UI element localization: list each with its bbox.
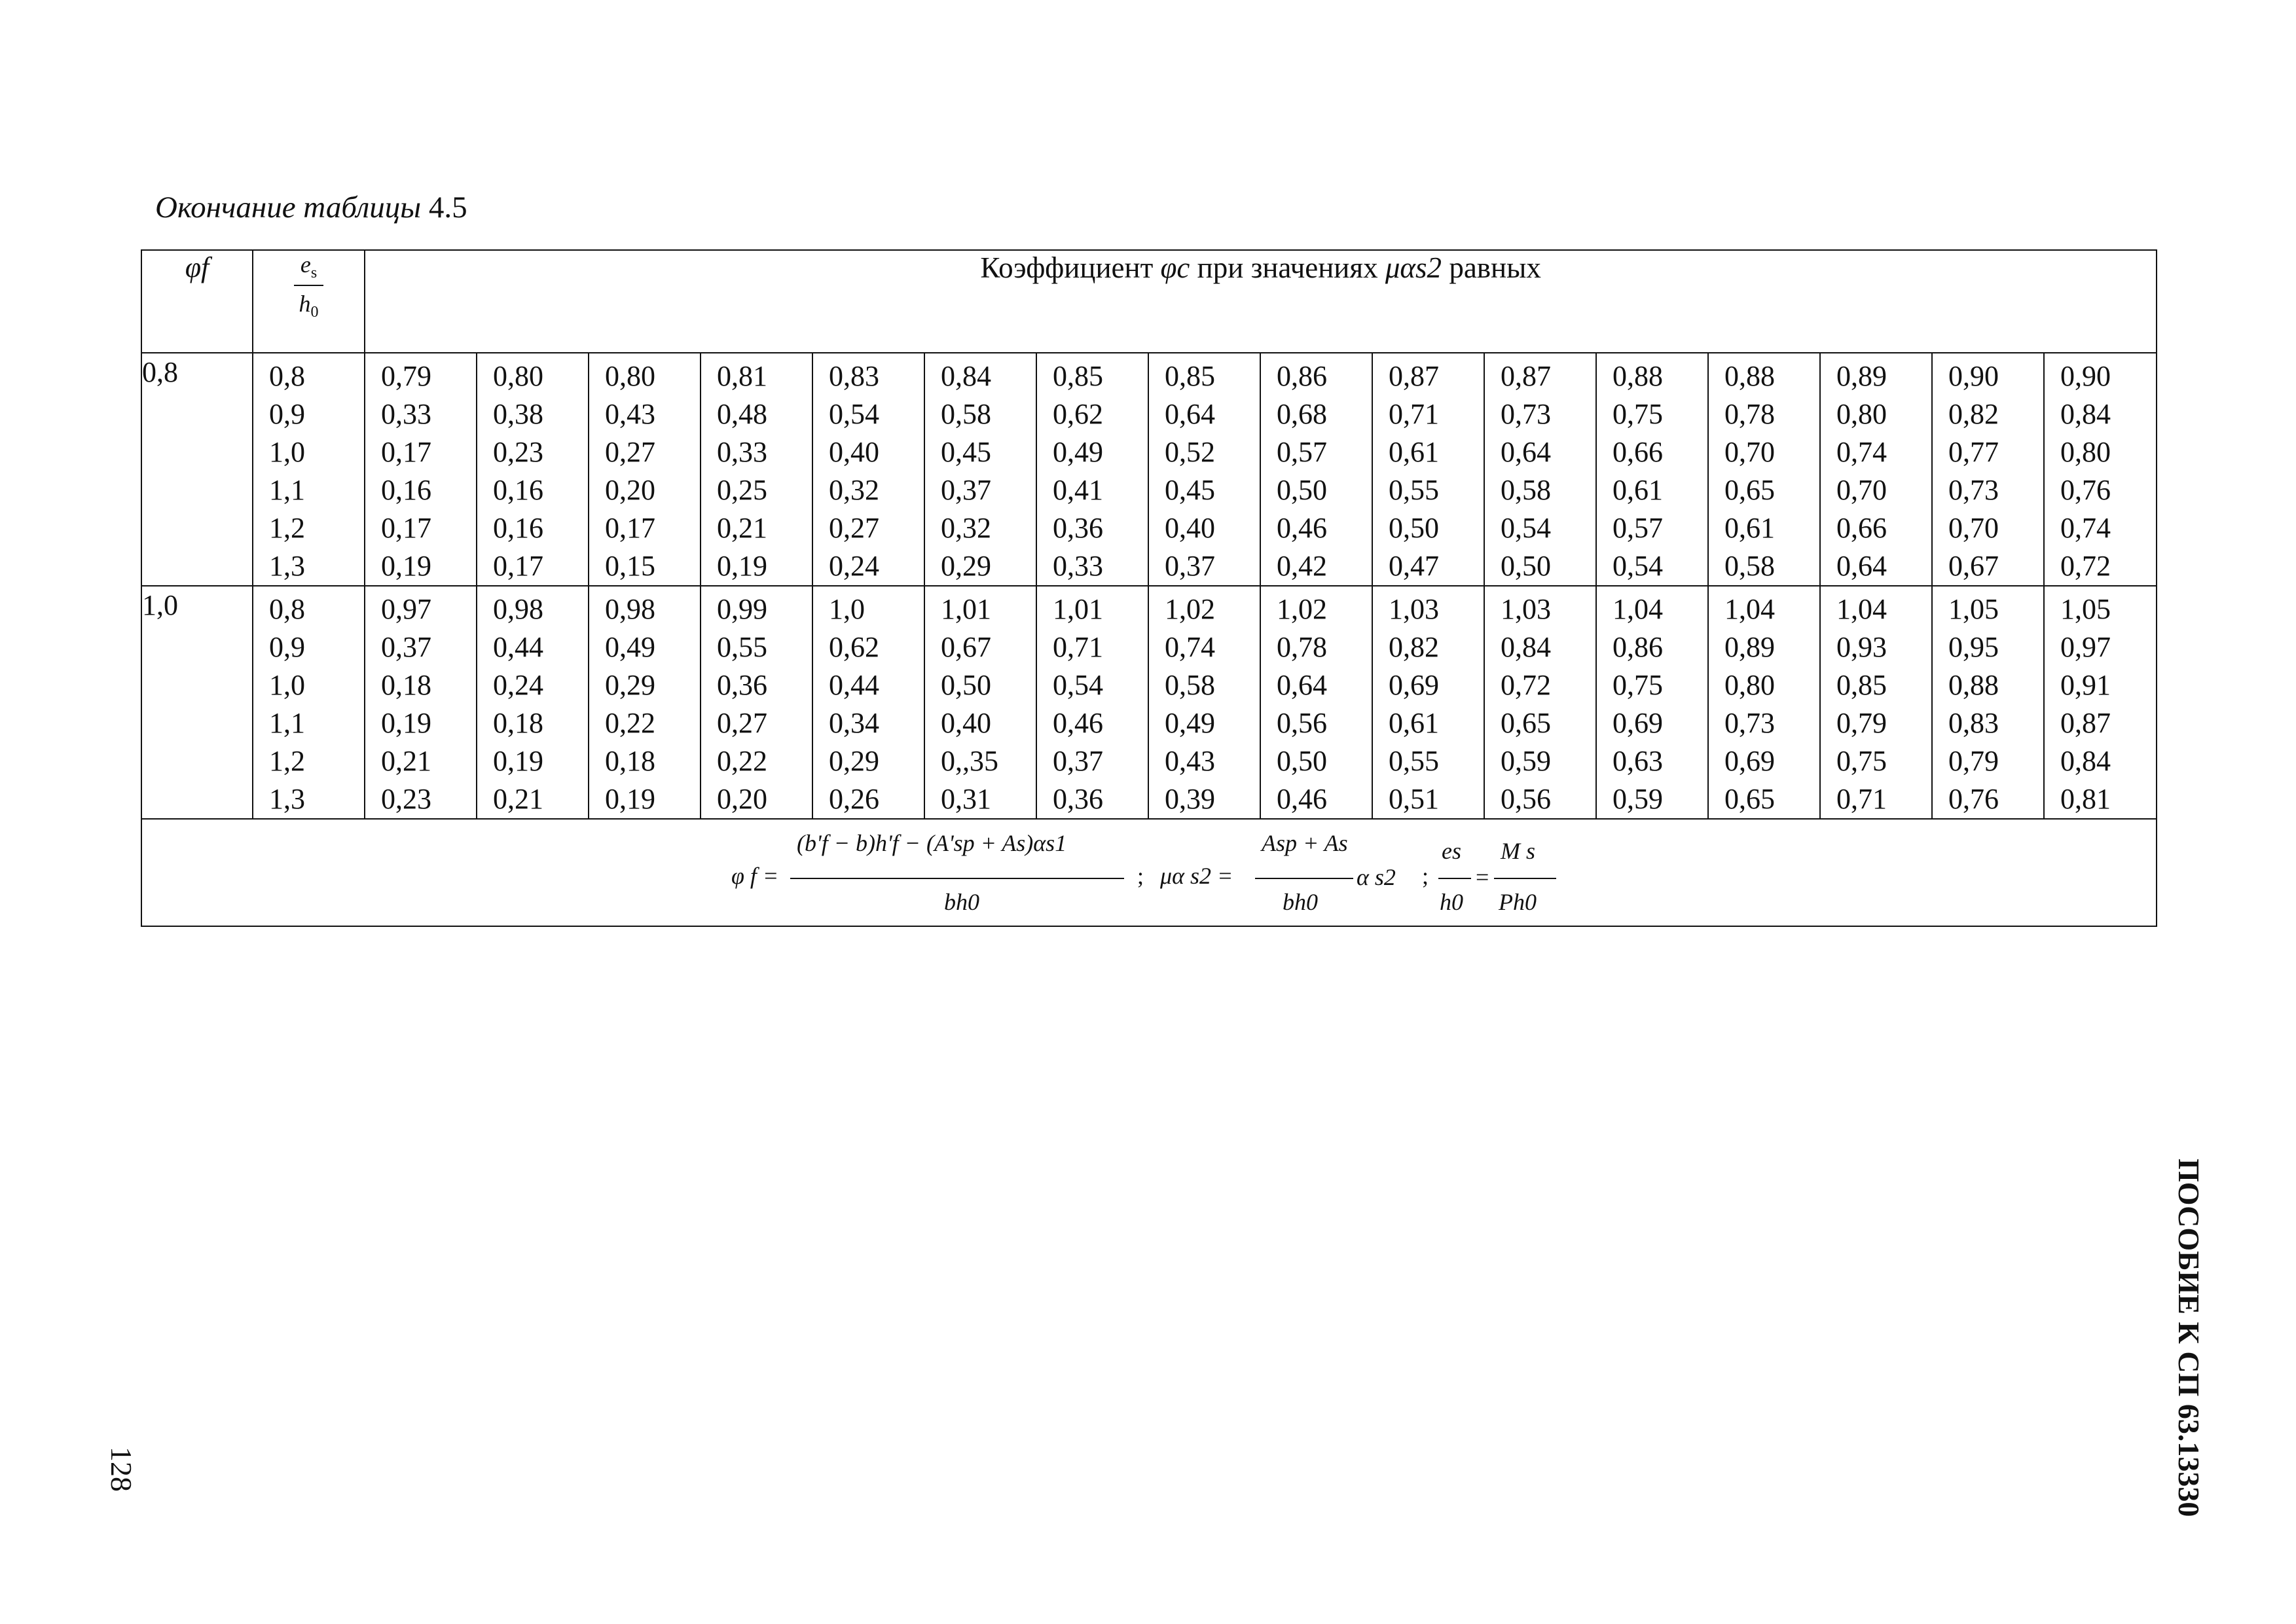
coefficient-column-cell [1484, 353, 1596, 586]
coefficient-value: 0,51 [1389, 783, 1439, 815]
coefficient-value: 0,43 [605, 398, 655, 430]
coefficient-value: 0,84 [2060, 745, 2111, 777]
formula-row [141, 819, 2157, 926]
coefficient-value: 0,32 [829, 474, 879, 506]
coefficient-value: 0,69 [1724, 745, 1775, 777]
coefficient-column-cell [1820, 586, 1932, 819]
coefficient-column-cell [1708, 586, 1820, 819]
coefficient-column-cell [1596, 353, 1708, 586]
coefficient-value: 0,87 [1389, 360, 1439, 392]
coefficient-value: 0,88 [1613, 360, 1663, 392]
coefficient-value: 0,79 [381, 360, 431, 392]
coefficient-value: 0,45 [941, 436, 991, 468]
coefficient-column-cell [1932, 353, 2044, 586]
coefficient-value: 1,04 [1724, 593, 1775, 625]
coefficient-value: 0,75 [1613, 398, 1663, 430]
coefficient-column-cell [812, 586, 924, 819]
coefficient-value: 0,83 [829, 360, 879, 392]
coefficient-value: 0,74 [2060, 512, 2111, 544]
coefficient-value: 0,40 [1165, 512, 1215, 544]
coefficient-column-cell [589, 353, 701, 586]
coefficient-value: 0,29 [605, 669, 655, 701]
coefficient-value: 0,71 [1053, 631, 1103, 663]
coefficient-column-cell [1372, 586, 1484, 819]
coefficient-column-cell [365, 586, 477, 819]
formula-ms-num: M s [1501, 838, 1535, 864]
table-header-row [141, 250, 2157, 353]
formula-mu-numerator: Asp + As [1262, 830, 1348, 856]
coefficient-column-cell [1260, 353, 1372, 586]
coefficient-value: 0,52 [1165, 436, 1215, 468]
coefficient-value: 0,83 [1948, 707, 1999, 739]
coefficient-value: 0,41 [1053, 474, 1103, 506]
coefficient-value: 0,69 [1613, 707, 1663, 739]
coefficient-value: 1,03 [1389, 593, 1439, 625]
coefficient-column-cell [924, 586, 1036, 819]
coefficient-value: 0,80 [2060, 436, 2111, 468]
coefficient-value: 0,64 [1501, 436, 1551, 468]
coefficient-value: 0,23 [381, 783, 431, 815]
coefficient-column-cell [1036, 586, 1148, 819]
coefficient-value: 0,50 [941, 669, 991, 701]
coefficient-value: 0,70 [1836, 474, 1887, 506]
coefficient-value: 0,46 [1053, 707, 1103, 739]
es-h0-cell [253, 586, 365, 819]
formula-mu-tail: α s2 [1357, 864, 1396, 890]
caption-text: Окончание таблицы [155, 190, 422, 225]
coefficient-column-cell [701, 586, 812, 819]
es-h0-fraction: $\frac{e_s}{h_0}$ [294, 251, 323, 321]
coefficient-value: 0,54 [1501, 512, 1551, 544]
formula-phi-denominator: bh0 [944, 889, 979, 915]
coefficient-value: 0,46 [1277, 783, 1327, 815]
coefficient-value: 0,37 [941, 474, 991, 506]
coefficient-value: 0,,35 [941, 745, 998, 777]
coefficient-value: 0,24 [829, 550, 879, 582]
coefficient-value: 0,78 [1724, 398, 1775, 430]
coefficient-value: 0,81 [2060, 783, 2111, 815]
coefficient-value: 0,29 [829, 745, 879, 777]
coefficient-column-cell [2044, 586, 2157, 819]
coefficient-value: 1,05 [1948, 593, 1999, 625]
coefficient-value: 0,75 [1613, 669, 1663, 701]
coefficient-value: 0,44 [493, 631, 543, 663]
coefficient-value: 0,50 [1277, 474, 1327, 506]
side-title: ПОСОБИЕ К СП 63.13330 [2172, 1159, 2206, 1517]
formula-cell [141, 819, 2157, 926]
coefficient-value: 0,19 [717, 550, 767, 582]
coefficient-value: 0,63 [1613, 745, 1663, 777]
header-title: Коэффициент φc при значениях μαs2 равных [365, 250, 2157, 353]
coefficient-value: 0,34 [829, 707, 879, 739]
coefficient-value: 1,01 [941, 593, 991, 625]
formula-ms-den: Ph0 [1499, 889, 1537, 915]
formula-svg [142, 820, 2156, 924]
coefficient-value: 0,61 [1389, 436, 1439, 468]
coefficient-value: 0,75 [1836, 745, 1887, 777]
coefficient-value: 0,26 [829, 783, 879, 815]
coefficient-value: 0,80 [1724, 669, 1775, 701]
coefficient-column-cell [812, 353, 924, 586]
coefficient-value: 0,89 [1836, 360, 1887, 392]
coefficient-value: 0,65 [1501, 707, 1551, 739]
coefficient-value: 0,68 [1277, 398, 1327, 430]
es-h0-value: 0,9 [269, 398, 305, 430]
coefficient-value: 0,61 [1613, 474, 1663, 506]
coefficient-value: 0,17 [493, 550, 543, 582]
coefficient-value: 0,57 [1613, 512, 1663, 544]
coefficient-value: 0,97 [2060, 631, 2111, 663]
coefficient-value: 0,33 [717, 436, 767, 468]
coefficient-value: 0,78 [1277, 631, 1327, 663]
coefficient-value: 0,47 [1389, 550, 1439, 582]
coefficient-value: 0,21 [381, 745, 431, 777]
formula-eq: = [1476, 864, 1489, 890]
group-row [141, 586, 2157, 819]
coefficient-value: 0,67 [1948, 550, 1999, 582]
coefficient-value: 0,73 [1501, 398, 1551, 430]
coefficient-value: 0,59 [1501, 745, 1551, 777]
coefficient-value: 0,50 [1277, 745, 1327, 777]
coefficient-value: 0,80 [605, 360, 655, 392]
coefficient-value: 0,61 [1724, 512, 1775, 544]
coefficient-value: 0,84 [1501, 631, 1551, 663]
coefficient-value: 0,25 [717, 474, 767, 506]
group-row [141, 353, 2157, 586]
coefficient-value: 0,88 [1948, 669, 1999, 701]
coefficient-value: 0,49 [605, 631, 655, 663]
coefficient-value: 0,50 [1389, 512, 1439, 544]
formula-phi-lhs: φ f = [731, 863, 779, 889]
coefficient-value: 0,15 [605, 550, 655, 582]
coefficient-value: 0,48 [717, 398, 767, 430]
header-phi-f: φf [141, 250, 253, 353]
coefficient-value: 0,33 [1053, 550, 1103, 582]
coefficient-value: 0,49 [1165, 707, 1215, 739]
table-body [141, 353, 2157, 819]
coefficient-value: 1,03 [1501, 593, 1551, 625]
caption-number: 4.5 [428, 190, 467, 225]
coefficient-value: 0,22 [605, 707, 655, 739]
coefficient-value: 0,80 [493, 360, 543, 392]
coefficient-value: 0,57 [1277, 436, 1327, 468]
coefficient-value: 0,58 [1165, 669, 1215, 701]
coefficient-value: 1,0 [829, 593, 865, 625]
formula-sep1: ; [1137, 863, 1144, 889]
coefficient-value: 0,16 [493, 474, 543, 506]
coefficient-value: 0,27 [605, 436, 655, 468]
coefficient-value: 0,36 [1053, 783, 1103, 815]
coefficient-value: 0,64 [1836, 550, 1887, 582]
coefficient-value: 0,19 [493, 745, 543, 777]
coefficient-value: 0,90 [1948, 360, 1999, 392]
coefficient-value: 0,84 [941, 360, 991, 392]
coefficient-value: 0,65 [1724, 783, 1775, 815]
coefficient-value: 0,27 [717, 707, 767, 739]
coefficient-value: 0,73 [1948, 474, 1999, 506]
coefficient-value: 0,71 [1836, 783, 1887, 815]
es-h0-value: 0,9 [269, 631, 305, 663]
coefficient-column-cell [477, 353, 589, 586]
coefficient-value: 0,69 [1389, 669, 1439, 701]
coefficient-value: 0,24 [493, 669, 543, 701]
coefficient-value: 0,17 [381, 512, 431, 544]
es-h0-cell [253, 353, 365, 586]
coefficient-value: 1,04 [1836, 593, 1887, 625]
coefficient-value: 0,77 [1948, 436, 1999, 468]
coefficient-value: 0,18 [605, 745, 655, 777]
coefficient-value: 0,98 [493, 593, 543, 625]
coefficient-value: 0,76 [2060, 474, 2111, 506]
coefficient-value: 0,81 [717, 360, 767, 392]
coefficient-value: 0,97 [381, 593, 431, 625]
coefficient-column-cell [2044, 353, 2157, 586]
coefficient-column-cell [1820, 353, 1932, 586]
coefficient-value: 0,32 [941, 512, 991, 544]
coefficient-value: 1,04 [1613, 593, 1663, 625]
coefficient-value: 0,40 [941, 707, 991, 739]
coefficient-value: 0,85 [1836, 669, 1887, 701]
coefficient-value: 0,42 [1277, 550, 1327, 582]
coefficient-value: 0,43 [1165, 745, 1215, 777]
coefficient-value: 0,76 [1948, 783, 1999, 815]
coefficient-value: 0,49 [1053, 436, 1103, 468]
coefficient-value: 0,18 [493, 707, 543, 739]
es-h0-value: 1,0 [269, 669, 305, 701]
coefficient-value: 0,37 [381, 631, 431, 663]
formula-phi-numerator: (b'f − b)h'f − (A'sp + As)αs1 [797, 830, 1067, 856]
coefficient-value: 0,86 [1613, 631, 1663, 663]
coefficient-value: 0,84 [2060, 398, 2111, 430]
coefficient-value: 0,91 [2060, 669, 2111, 701]
header-es-h0 [253, 250, 365, 353]
formula-sep2: ; [1422, 863, 1429, 889]
phi-f-cell: 0,8 [141, 353, 253, 586]
coefficient-value: 0,62 [829, 631, 879, 663]
coefficient-value: 0,23 [493, 436, 543, 468]
es-h0-value: 1,2 [269, 512, 305, 544]
coefficient-value: 0,79 [1836, 707, 1887, 739]
coefficient-value: 0,55 [1389, 474, 1439, 506]
coefficient-value: 0,58 [1501, 474, 1551, 506]
coefficient-value: 0,87 [1501, 360, 1551, 392]
coefficient-column-cell [1484, 586, 1596, 819]
coefficient-value: 0,67 [941, 631, 991, 663]
es-h0-value: 1,1 [269, 474, 305, 506]
es-h0-value: 0,8 [269, 593, 305, 625]
coefficient-column-cell [1708, 353, 1820, 586]
coefficient-value: 0,85 [1165, 360, 1215, 392]
es-h0-value: 1,3 [269, 550, 305, 582]
coefficient-value: 0,19 [605, 783, 655, 815]
coefficient-table [141, 249, 2157, 927]
coefficient-value: 0,70 [1948, 512, 1999, 544]
coefficient-column-cell [589, 586, 701, 819]
coefficient-value: 0,54 [1053, 669, 1103, 701]
coefficient-value: 0,79 [1948, 745, 1999, 777]
coefficient-value: 0,56 [1501, 783, 1551, 815]
coefficient-value: 0,20 [605, 474, 655, 506]
coefficient-value: 0,73 [1724, 707, 1775, 739]
coefficient-column-cell [701, 353, 812, 586]
coefficient-value: 0,86 [1277, 360, 1327, 392]
coefficient-value: 0,45 [1165, 474, 1215, 506]
coefficient-value: 0,74 [1165, 631, 1215, 663]
coefficient-value: 0,55 [1389, 745, 1439, 777]
coefficient-value: 0,80 [1836, 398, 1887, 430]
coefficient-value: 1,02 [1165, 593, 1215, 625]
coefficient-column-cell [365, 353, 477, 586]
coefficient-value: 0,71 [1389, 398, 1439, 430]
coefficient-column-cell [1932, 586, 2044, 819]
coefficient-value: 0,93 [1836, 631, 1887, 663]
coefficient-value: 1,02 [1277, 593, 1327, 625]
coefficient-value: 0,72 [2060, 550, 2111, 582]
coefficient-value: 0,37 [1053, 745, 1103, 777]
coefficient-value: 0,90 [2060, 360, 2111, 392]
phi-f-cell: 1,0 [141, 586, 253, 819]
coefficient-value: 0,44 [829, 669, 879, 701]
coefficient-value: 0,22 [717, 745, 767, 777]
coefficient-value: 0,38 [493, 398, 543, 430]
table-caption [155, 191, 467, 225]
coefficient-value: 0,88 [1724, 360, 1775, 392]
coefficient-value: 0,17 [605, 512, 655, 544]
coefficient-column-cell [1036, 353, 1148, 586]
coefficient-value: 1,01 [1053, 593, 1103, 625]
formula-mu-denominator: bh0 [1283, 889, 1318, 915]
coefficient-value: 0,50 [1501, 550, 1551, 582]
coefficient-value: 0,36 [717, 669, 767, 701]
coefficient-value: 0,58 [941, 398, 991, 430]
coefficient-value: 0,16 [381, 474, 431, 506]
coefficient-value: 1,05 [2060, 593, 2111, 625]
coefficient-value: 0,85 [1053, 360, 1103, 392]
coefficient-column-cell [1260, 586, 1372, 819]
coefficient-value: 0,21 [717, 512, 767, 544]
coefficient-value: 0,18 [381, 669, 431, 701]
formula-es-den: h0 [1440, 889, 1463, 915]
coefficient-value: 0,82 [1389, 631, 1439, 663]
coefficient-value: 0,20 [717, 783, 767, 815]
coefficient-value: 0,64 [1165, 398, 1215, 430]
coefficient-value: 0,33 [381, 398, 431, 430]
formula-mu-lhs: μα s2 = [1160, 863, 1233, 889]
formula-es-num: es [1442, 838, 1461, 864]
coefficient-value: 0,66 [1836, 512, 1887, 544]
coefficient-column-cell [1148, 353, 1260, 586]
coefficient-value: 0,64 [1277, 669, 1327, 701]
coefficient-value: 0,19 [381, 707, 431, 739]
coefficient-value: 0,36 [1053, 512, 1103, 544]
coefficient-value: 0,98 [605, 593, 655, 625]
coefficient-value: 0,82 [1948, 398, 1999, 430]
coefficient-value: 0,37 [1165, 550, 1215, 582]
coefficient-value: 0,29 [941, 550, 991, 582]
coefficient-value: 0,99 [717, 593, 767, 625]
coefficient-value: 0,19 [381, 550, 431, 582]
coefficient-value: 0,65 [1724, 474, 1775, 506]
coefficient-value: 0,46 [1277, 512, 1327, 544]
coefficient-value: 0,40 [829, 436, 879, 468]
es-h0-value: 1,1 [269, 707, 305, 739]
coefficient-value: 0,70 [1724, 436, 1775, 468]
coefficient-value: 0,17 [381, 436, 431, 468]
coefficient-value: 0,95 [1948, 631, 1999, 663]
coefficient-value: 0,21 [493, 783, 543, 815]
coefficient-value: 0,56 [1277, 707, 1327, 739]
coefficient-value: 0,62 [1053, 398, 1103, 430]
coefficient-column-cell [1148, 586, 1260, 819]
coefficient-value: 0,66 [1613, 436, 1663, 468]
es-h0-value: 1,2 [269, 745, 305, 777]
coefficient-value: 0,31 [941, 783, 991, 815]
coefficient-value: 0,27 [829, 512, 879, 544]
coefficient-value: 0,87 [2060, 707, 2111, 739]
es-h0-value: 0,8 [269, 360, 305, 392]
es-h0-value: 1,3 [269, 783, 305, 815]
coefficient-column-cell [1372, 353, 1484, 586]
coefficient-value: 0,59 [1613, 783, 1663, 815]
coefficient-value: 0,74 [1836, 436, 1887, 468]
coefficient-value: 0,89 [1724, 631, 1775, 663]
coefficient-column-cell [477, 586, 589, 819]
coefficient-value: 0,39 [1165, 783, 1215, 815]
coefficient-value: 0,61 [1389, 707, 1439, 739]
coefficient-value: 0,16 [493, 512, 543, 544]
page-number: 128 [105, 1447, 138, 1492]
coefficient-column-cell [1596, 586, 1708, 819]
coefficient-value: 0,72 [1501, 669, 1551, 701]
coefficient-value: 0,58 [1724, 550, 1775, 582]
coefficient-column-cell [924, 353, 1036, 586]
coefficient-value: 0,54 [829, 398, 879, 430]
es-h0-value: 1,0 [269, 436, 305, 468]
coefficient-value: 0,55 [717, 631, 767, 663]
coefficient-value: 0,54 [1613, 550, 1663, 582]
